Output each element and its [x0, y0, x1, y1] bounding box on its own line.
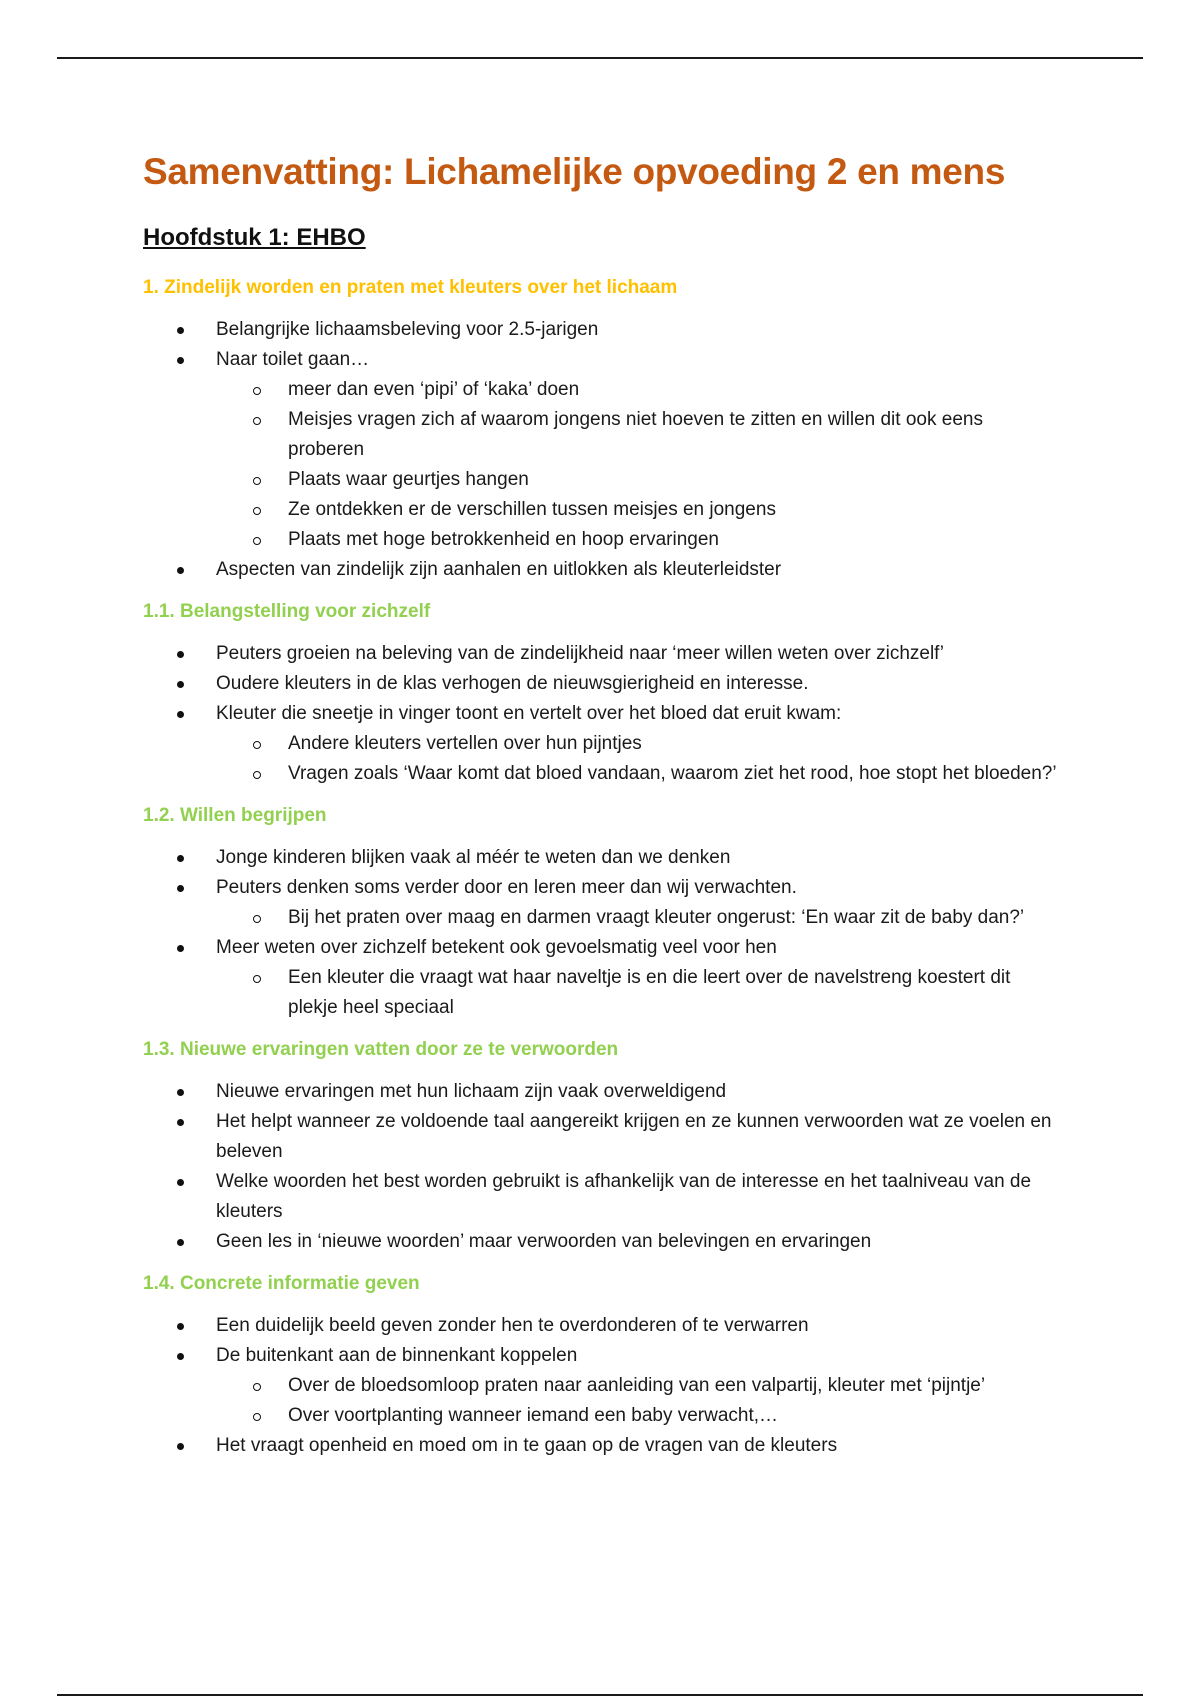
list-item: Welke woorden het best worden gebruikt is afhankelijk van de interesse en het taalniveau van de kleuters: [143, 1167, 1063, 1227]
circle-bullet-icon: [253, 1383, 261, 1391]
bullet-list: [143, 843, 1063, 1023]
list-item: Peuters denken soms verder door en leren meer dan wij verwachten.: [143, 873, 1063, 903]
list-item: Een duidelijk beeld geven zonder hen te overdonderen of te verwarren: [143, 1311, 1063, 1341]
sub-list-item: Bij het praten over maag en darmen vraagt kleuter ongerust: ‘En waar zit de baby dan?’: [143, 903, 1063, 933]
sub-list-item: Plaats waar geurtjes hangen: [143, 465, 1063, 495]
bullet-icon: [177, 357, 184, 364]
sub-list-item: Een kleuter die vraagt wat haar naveltje is en die leert over de navelstreng koestert dit plekje heel speciaal: [143, 963, 1063, 1023]
circle-bullet-icon: [253, 975, 261, 983]
chapter-heading: Hoofdstuk 1: EHBO: [143, 224, 366, 251]
section-heading: 1.2. Willen begrijpen: [143, 805, 327, 826]
list-item: Kleuter die sneetje in vinger toont en vertelt over het bloed dat eruit kwam:: [143, 699, 1063, 729]
sub-list-item: Meisjes vragen zich af waarom jongens niet hoeven te zitten en willen dit ook eens proberen: [143, 405, 1063, 465]
list-item: Jonge kinderen blijken vaak al méér te weten dan we denken: [143, 843, 1063, 873]
footer-rule: [57, 1694, 1143, 1696]
bullet-icon: [177, 885, 184, 892]
bullet-icon: [177, 1239, 184, 1246]
circle-bullet-icon: [253, 915, 261, 923]
circle-bullet-icon: [253, 1413, 261, 1421]
bullet-icon: [177, 651, 184, 658]
list-item: Meer weten over zichzelf betekent ook gevoelsmatig veel voor hen: [143, 933, 1063, 963]
circle-bullet-icon: [253, 537, 261, 545]
list-item: Nieuwe ervaringen met hun lichaam zijn vaak overweldigend: [143, 1077, 1063, 1107]
bullet-icon: [177, 1179, 184, 1186]
bullet-icon: [177, 711, 184, 718]
circle-bullet-icon: [253, 507, 261, 515]
bullet-icon: [177, 327, 184, 334]
section-heading: 1. Zindelijk worden en praten met kleuters over het lichaam: [143, 277, 678, 298]
bullet-list: [143, 1077, 1063, 1257]
bullet-icon: [177, 1443, 184, 1450]
bullet-icon: [177, 567, 184, 574]
sub-list-item: Vragen zoals ‘Waar komt dat bloed vandaan, waarom ziet het rood, hoe stopt het bloeden?’: [143, 759, 1063, 789]
bullet-list: [143, 315, 1063, 585]
list-item: Het vraagt openheid en moed om in te gaan op de vragen van de kleuters: [143, 1431, 1063, 1461]
sub-list-item: Over voortplanting wanneer iemand een baby verwacht,…: [143, 1401, 1063, 1431]
section-heading: 1.4. Concrete informatie geven: [143, 1273, 420, 1294]
circle-bullet-icon: [253, 417, 261, 425]
bullet-icon: [177, 681, 184, 688]
header-rule: [57, 57, 1143, 59]
sub-list-item: Andere kleuters vertellen over hun pijntjes: [143, 729, 1063, 759]
bullet-icon: [177, 1323, 184, 1330]
document-body: [143, 145, 1063, 1475]
section-heading: 1.3. Nieuwe ervaringen vatten door ze te verwoorden: [143, 1039, 619, 1060]
list-item: Peuters groeien na beleving van de zindelijkheid naar ‘meer willen weten over zichzelf’: [143, 639, 1063, 669]
sub-list-item: Over de bloedsomloop praten naar aanleiding van een valpartij, kleuter met ‘pijntje’: [143, 1371, 1063, 1401]
section-heading: 1.1. Belangstelling voor zichzelf: [143, 601, 431, 622]
bullet-icon: [177, 1119, 184, 1126]
circle-bullet-icon: [253, 477, 261, 485]
circle-bullet-icon: [253, 741, 261, 749]
circle-bullet-icon: [253, 771, 261, 779]
bullet-icon: [177, 945, 184, 952]
list-item: Het helpt wanneer ze voldoende taal aangereikt krijgen en ze kunnen verwoorden wat ze voelen en beleven: [143, 1107, 1063, 1167]
document-title: Samenvatting: Lichamelijke opvoeding 2 en mens: [143, 151, 1006, 192]
bullet-list: [143, 639, 1063, 789]
bullet-icon: [177, 855, 184, 862]
circle-bullet-icon: [253, 387, 261, 395]
bullet-list: [143, 1311, 1063, 1461]
bullet-icon: [177, 1089, 184, 1096]
list-item: Belangrijke lichaamsbeleving voor 2.5-jarigen: [143, 315, 1063, 345]
list-item: De buitenkant aan de binnenkant koppelen: [143, 1341, 1063, 1371]
sub-list-item: Plaats met hoge betrokkenheid en hoop ervaringen: [143, 525, 1063, 555]
bullet-icon: [177, 1353, 184, 1360]
list-item: Geen les in ‘nieuwe woorden’ maar verwoorden van belevingen en ervaringen: [143, 1227, 1063, 1257]
list-item: Naar toilet gaan…: [143, 345, 1063, 375]
list-item: Oudere kleuters in de klas verhogen de nieuwsgierigheid en interesse.: [143, 669, 1063, 699]
sub-list-item: meer dan even ‘pipi’ of ‘kaka’ doen: [143, 375, 1063, 405]
list-item: Aspecten van zindelijk zijn aanhalen en uitlokken als kleuterleidster: [143, 555, 1063, 585]
sub-list-item: Ze ontdekken er de verschillen tussen meisjes en jongens: [143, 495, 1063, 525]
